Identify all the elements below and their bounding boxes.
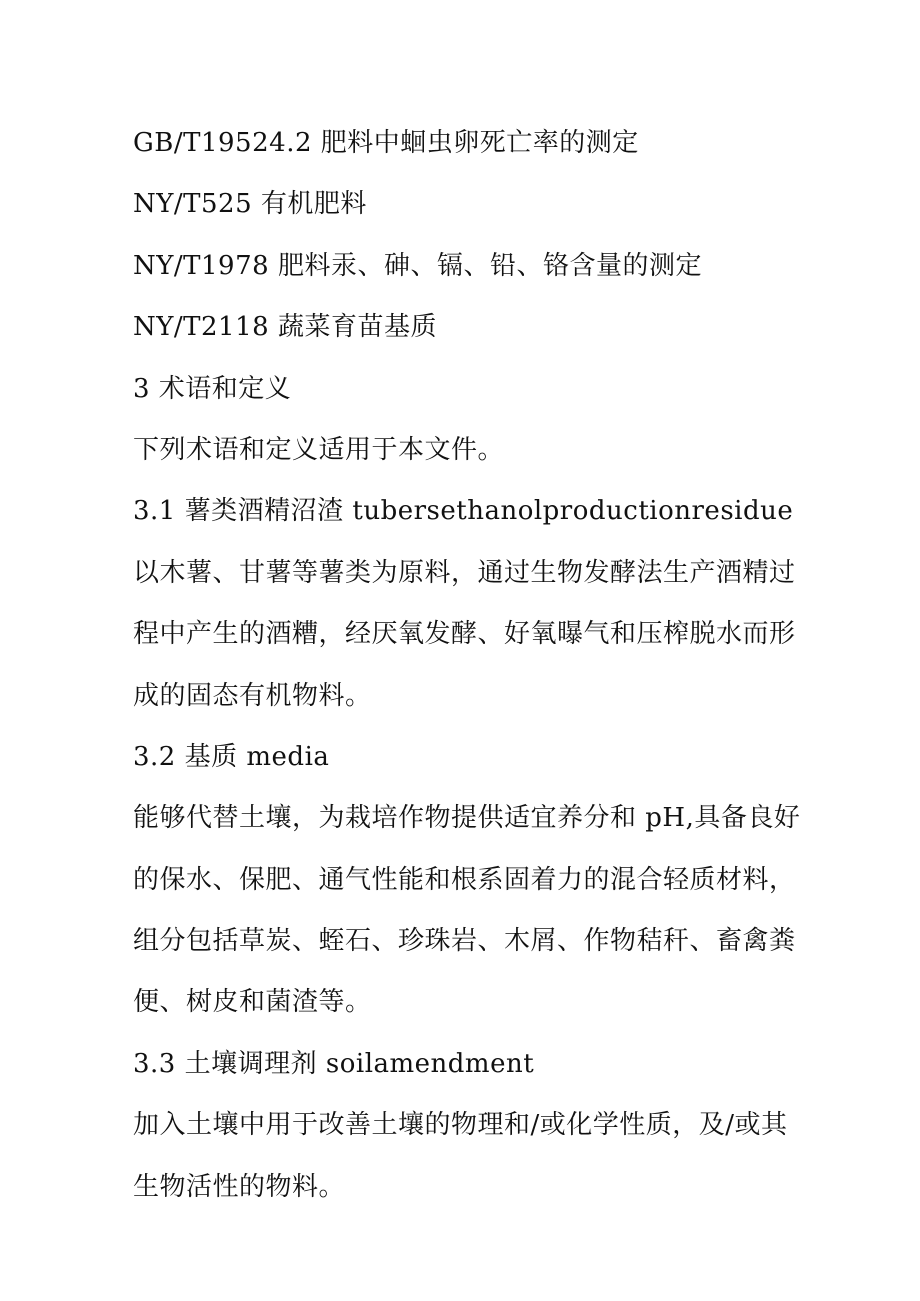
document-page	[133, 113, 801, 1218]
reference-item: GB/T19524.2 肥料中蛔虫卵死亡率的测定	[133, 128, 639, 158]
term-definition-line: 便、树皮和菌渣等。	[133, 987, 372, 1018]
term-definition-line: 组分包括草炭、蛭石、珍珠岩、木屑、作物秸秆、畜禽粪	[133, 926, 796, 957]
term-heading: 3.2 基质 media	[133, 741, 330, 772]
reference-item: NY/T525 有机肥料	[133, 189, 367, 220]
term-definition-line: 能够代替土壤，为栽培作物提供适宜养分和 pH,具备良好	[133, 803, 801, 834]
section-heading: 3 术语和定义	[133, 373, 292, 404]
term-definition-line: 的保水、保肥、通气性能和根系固着力的混合轻质材料，	[133, 864, 796, 895]
term-definition-line: 加入土壤中用于改善土壤的物理和/或化学性质，及/或其	[133, 1110, 788, 1141]
section-intro: 下列术语和定义适用于本文件。	[133, 434, 505, 465]
term-definition-line: 程中产生的酒糟，经厌氧发酵、好氧曝气和压榨脱水而形	[133, 619, 796, 650]
term-heading: 3.1 薯类酒精沼渣 tubersethanolproductionresidue	[133, 496, 794, 527]
reference-item: NY/T2118 蔬菜育苗基质	[133, 312, 437, 343]
term-definition-line: 以木薯、甘薯等薯类为原料，通过生物发酵法生产酒精过	[133, 557, 796, 588]
term-heading: 3.3 土壤调理剂 soilamendment	[133, 1048, 535, 1079]
term-definition-line: 成的固态有机物料。	[133, 680, 372, 711]
reference-item: NY/T1978 肥料汞、砷、镉、铅、铬含量的测定	[133, 250, 702, 281]
term-definition-line: 生物活性的物料。	[133, 1171, 346, 1202]
